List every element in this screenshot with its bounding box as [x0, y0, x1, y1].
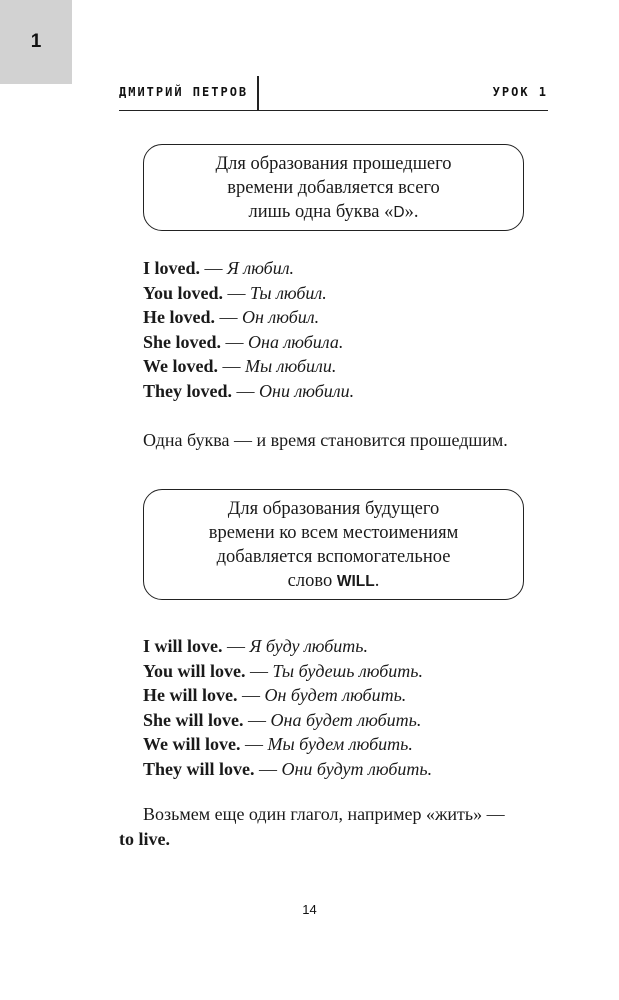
example-row: You will love. — Ты будешь любить. [143, 660, 423, 681]
example-row: I loved. — Я любил. [143, 258, 295, 278]
example-row: She loved. — Она любила. [143, 331, 344, 352]
future-examples [143, 634, 432, 782]
example-row: You loved. — Ты любил. [143, 282, 327, 303]
example-row: They will love. — Они будут любить. [143, 758, 433, 779]
rule-future-line3: добавляется вспомогательное [216, 547, 451, 567]
example-row: We loved. — Мы любили. [143, 356, 337, 377]
example-row: We will love. — Мы будем любить. [143, 734, 413, 755]
rule-future-line4: слово WILL. [287, 571, 380, 591]
past-examples [143, 256, 354, 404]
rule-past-line2: времени добавляется всего [227, 178, 440, 198]
paragraph-past-summary: Одна буква — и время становится прошедшим. [143, 430, 508, 450]
verb-to-live: to live. [119, 828, 170, 849]
page-number: 14 [302, 902, 317, 917]
rule-future-word: WILL [336, 573, 375, 590]
header-divider [257, 76, 259, 110]
rule-future-line1: Для образования будущего [227, 499, 440, 519]
example-row: I will love. — Я буду любить. [143, 636, 368, 656]
rule-box-future [143, 489, 524, 600]
example-row: He will love. — Он будет любить. [143, 685, 407, 706]
example-row: She will love. — Она будет любить. [143, 709, 422, 730]
rule-past-letter: D [393, 204, 405, 221]
paragraph-next-verb: Возьмем еще один глагол, например «жить» — to live. [119, 804, 505, 849]
header-author: ДМИТРИЙ ПЕТРОВ [119, 85, 249, 99]
rule-future-line2: времени ко всем местоимениям [208, 523, 459, 543]
running-header [119, 76, 548, 111]
rule-past-line3: лишь одна буква «D». [248, 202, 419, 222]
example-row: They loved. — Они любили. [143, 380, 355, 401]
example-row: He loved. — Он любил. [143, 307, 320, 328]
rule-past-line1: Для образования прошедшего [215, 154, 452, 174]
chapter-number: 1 [30, 31, 42, 52]
rule-box-past [143, 144, 524, 231]
chapter-tab [0, 0, 72, 84]
header-lesson: УРОК 1 [492, 85, 548, 99]
